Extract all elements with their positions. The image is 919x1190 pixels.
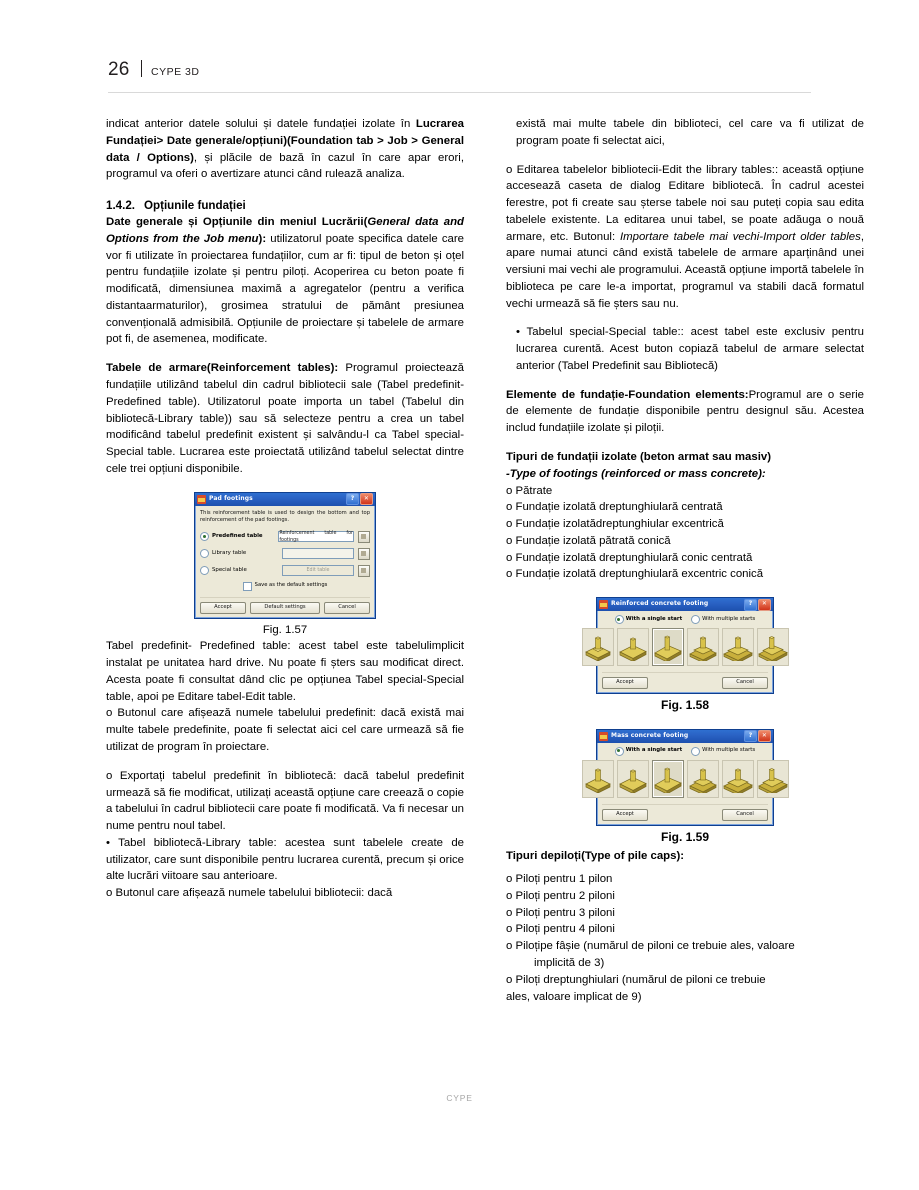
general-text-1: utilizatorul poate specifica datele care vor fi utilizate în proiectarea fundațiilor, cum ar fi: tipul de beton și oțel pentru fundațiile izolate și pentru piloți. Acoperirea cu beton poate fi modificată, dimensiunea maximă a agregatelor (pentru a verifica distantaarmaturilor), grosimea stratului de pământ presiunea convențională admisibilă. Opțiunile de proiectare și tabelele de armare pot fi, de asemenea, modificate. [106,232,465,346]
mass-footing-eccentric-icon [653,765,683,793]
dialog-titlebar [597,730,773,743]
mass-footing-icon-2[interactable] [617,760,649,798]
left-column [106,116,464,902]
footing-square-icon [583,633,613,661]
footing-icon-4[interactable] [687,628,719,666]
list-item: o Piloți pentru 2 piloni [506,889,615,902]
paragraph-special-table: • Tabelul special-Special table:: acest tabel este exclusiv pentru lucrarea curentă. Acest buton copiază tabelul de armare selectat anterior (Tabel Predefinit sau Bibliotecă) [516,326,864,372]
header-divider [141,60,143,77]
radio-icon[interactable] [615,747,624,756]
dialog-body [597,743,773,825]
radio-icon[interactable] [200,532,209,541]
figure-157 [106,492,464,639]
cancel-button[interactable]: Cancel [324,602,370,614]
save-default-checkbox-row[interactable] [200,582,370,591]
edit-text-1: o Editarea tabelelor bibliotecii-Edit the library tables:: această opțiune accesează caseta de dialog Editare bibliotecă. În cadrul acestei ferestre, pot fi create sau șterse tabele noi sau puteți copia sau edita tabelele existente. La editarea unui tabel, se poate adăuga o nouă armare, etc. Butonul: [506,163,864,243]
option-special-table[interactable] [200,565,370,577]
option-single-start[interactable] [615,615,682,624]
accept-button[interactable]: Accept [602,677,648,689]
library-table-field[interactable] [282,548,354,559]
browse-icon[interactable] [358,565,370,577]
checkbox-label: Save as the default settings [254,582,328,589]
browse-icon[interactable] [358,548,370,560]
dialog-description: This reinforcement table is used to design the bottom and top reinforcement of the pad footings. [200,509,370,523]
option-label: Library table [212,549,247,556]
elements-bold-1: Elemente de fundație-Foundation elements: [506,388,749,401]
figure-159-caption: Fig. 1.59 [660,829,710,844]
footing-icon-6[interactable] [757,628,789,666]
section-number: 1.4.2. [106,199,136,213]
reinforced-concrete-footing-dialog[interactable] [596,597,774,694]
radio-icon[interactable] [200,549,209,558]
option-multiple-starts[interactable] [691,747,755,756]
titlebar-buttons [346,493,373,505]
list-item: o Fundație izolată dreptunghiulară excentric conică [506,568,764,581]
footing-icon-5[interactable] [722,628,754,666]
section-title: Opțiunile fundației [144,199,246,213]
section-heading [106,197,464,214]
heading-footing-types-en: -Type of footings (reinforced or mass concrete): [506,467,766,480]
heading-footing-types: Tipuri de fundații izolate (beton armat sau masiv) [506,451,771,464]
option-label: With a single start [625,747,683,754]
paragraph-foundation-elements [506,387,864,437]
paragraph-general-data [106,214,464,348]
intro-text-2: , și plăcile de bază în cazul în care apar erori, programul va oferi o avertizare atunci când rulează analiza. [106,151,464,181]
list-item: o Piloți pentru 4 piloni [506,923,615,936]
edit-italic-1: Importare tabele mai vechi-Import older tables [619,230,861,243]
list-item-continuation: implicită de 3) [534,956,605,969]
right-column [506,116,864,1005]
list-item: o Piloți dreptunghiulari (numărul de piloni ce trebuie [506,973,766,986]
option-label: With multiple starts [702,615,756,622]
footing-rect-eccentric-icon [653,633,683,661]
list-item-continuation: ales, valoare implicat de 9) [506,990,642,1003]
footing-tapered-rect-centered-icon [723,633,753,661]
paragraph-button-library: o Butonul care afișează numele tabelului bibliotecii: dacă [106,887,393,900]
page-footer: CYPE [446,1093,473,1103]
help-icon[interactable]: ? [744,730,757,742]
page-header [108,58,811,81]
checkbox-icon[interactable] [243,582,252,591]
dialog-title: Reinforced concrete footing [611,600,709,608]
accept-button[interactable]: Accept [602,809,648,821]
header-title: CYPE 3D [151,66,200,78]
list-item: o Piloți pentru 3 piloni [506,906,615,919]
dialog-body [195,506,375,618]
close-icon[interactable]: ✕ [360,493,373,505]
dialog-body [597,611,773,693]
intro-text-1: indicat anterior datele solului și datele fundației izolate în [106,118,416,130]
mass-footing-icon-1[interactable] [582,760,614,798]
footing-type-icons [602,760,768,798]
default-settings-button[interactable]: Default settings [250,602,320,614]
heading-pile-caps: Tipuri depiloți(Type of pile caps): [506,850,685,863]
radio-icon[interactable] [691,615,700,624]
app-icon [197,495,206,504]
cancel-button[interactable]: Cancel [722,809,768,821]
mass-footing-icon-3[interactable] [652,760,684,798]
footing-icon-2[interactable] [617,628,649,666]
cancel-button[interactable]: Cancel [722,677,768,689]
option-label: Predefined table [212,532,263,539]
browse-icon[interactable] [358,531,370,543]
dialog-title: Pad footings [209,494,253,502]
mass-footing-icon-6[interactable] [757,760,789,798]
list-item: o Piloțipe fâșie (numărul de piloni ce trebuie ales, valoare [506,940,795,953]
option-label: With multiple starts [702,747,756,754]
figure-158 [506,597,864,715]
tables-bold-1: Tabele de armare(Reinforcement tables): [106,362,339,375]
mass-footing-icon-4[interactable] [687,760,719,798]
footing-rect-centered-icon [618,633,648,661]
option-library-table[interactable] [200,548,370,560]
option-label: With a single start [625,615,683,622]
general-bold-2: ): [258,232,267,245]
titlebar-buttons [744,730,771,742]
radio-icon[interactable] [200,566,209,575]
figure-157-caption: Fig. 1.57 [262,623,308,636]
list-item: o Fundație izolată dreptunghiulară conic centrată [506,551,753,564]
header-rule [108,92,811,93]
mass-footing-icon-5[interactable] [722,760,754,798]
figure-158-caption: Fig. 1.58 [660,698,710,713]
footing-tapered-square-icon [688,633,718,661]
paragraph-edit-library [506,162,864,313]
start-options-row [602,747,768,756]
mass-footing-tapered-icon [688,765,718,793]
paragraph-export-table: o Exportați tabelul predefinit în bibliotecă: dacă tabelul predefinit urmează să fie modificat, utilizați această opțiune care creează o copie a tabelului în cadrul bibliotecii care poate fi modificată. Va fi necesar un nume pentru noul tabel. [106,769,464,833]
option-single-start[interactable] [615,747,682,756]
close-icon[interactable]: ✕ [758,730,771,742]
predefined-table-field[interactable]: Reinforcement table for footings [279,530,353,543]
elements-text-1: Programul are o serie de elemente de fundație disponibile pentru designul său. Acestea includ fundațiile izolate și piloții. [506,388,864,435]
paragraph-library-table: • Tabel bibliotecă-Library table: acestea sunt tabelele create de utilizator, care sunt disponibile pentru lucrarea curentă, precum și orice alte lucrări viitoare sau anterioare. [106,836,464,883]
titlebar-buttons [744,599,771,611]
mass-footing-tapered-rect-icon [723,765,753,793]
dialog-footer [200,597,370,614]
dialog-window [194,492,376,619]
app-icon [599,600,608,609]
option-predefined-table[interactable] [200,531,370,543]
footing-type-icons [602,628,768,666]
start-options-row [602,615,768,624]
mass-footing-tapered-eccentric-icon [758,765,788,793]
paragraph-reinforcement-tables [106,360,464,477]
figure-159 [506,729,864,847]
close-icon[interactable]: ✕ [758,599,771,611]
help-icon[interactable]: ? [744,599,757,611]
accept-button[interactable]: Accept [200,602,246,614]
radio-icon[interactable] [615,615,624,624]
footing-icon-1[interactable] [582,628,614,666]
dialog-window [596,729,774,826]
list-item: o Piloți pentru 1 pilon [506,873,613,886]
help-icon[interactable]: ? [346,493,359,505]
app-icon [599,732,608,741]
dialog-footer [602,804,768,821]
option-label: Special table [212,566,247,573]
list-item: o Pătrate [506,484,553,497]
mass-concrete-footing-dialog[interactable] [596,729,774,826]
dialog-titlebar [195,493,375,506]
list-item: o Fundație izolată pătrată conică [506,534,671,547]
mass-footing-rect-icon [618,765,648,793]
special-table-field[interactable]: Edit table [282,565,354,576]
mass-footing-square-icon [583,765,613,793]
edit-text-2: , apare numai atunci când există tabelele de armare aparținând unei versiuni mai vechi ale programului. Această opțiune importă tabelele în biblioteca pe care le-a importat, programul va stabili dacă formatul vechi urmează să fie șters sau nu. [506,230,864,310]
option-multiple-starts[interactable] [691,615,755,624]
dialog-footer [602,672,768,689]
radio-icon[interactable] [691,747,700,756]
list-item: o Fundație izolatădreptunghiular excentrică [506,518,724,531]
dialog-title: Mass concrete footing [611,731,689,739]
intro-bold-1: Lucrarea Fundației> Date generale/opțiuni)(Foundation tab > Job > General data / Options) [106,118,464,164]
paragraph-predefined-table: Tabel predefinit- Predefined table: acest tabel este tabelulimplicit instalat pe unitatea hard drive. Nu poate fi șters sau modificat direct. Acesta poate fi consultat dând clic pe opțiunea Tabel special-Special table, apoi pe Editare tabel-Edit table. [106,640,464,703]
list-item: o Fundație izolată dreptunghiulară centrată [506,501,723,514]
dialog-titlebar [597,598,773,611]
page-number: 26 [108,59,130,80]
tables-text-1: Programul proiectează fundațiile utilizând tabelul din cadrul bibliotecii sale (Tabel predefinit-Predefined table). Utilizatorul poate importa un tabel (Tabelul din bibliotecă-Library table)) sau să selecteze pentru a crea un tabel modificând tabelul predefinit existent și salvându-l ca Tabel special-Special table. Lucrarea este proiectată utilizând tabelul selectat dintre cele trei opțiuni disponibile. [106,362,464,475]
dialog-window [596,597,774,694]
paragraph-continue: există mai multe tabele din biblioteci, cel care va fi utilizat de program poate fi selectat aici, [516,118,864,147]
paragraph-button-predefined: o Butonul care afișează numele tabelului predefinit: dacă există mai multe tabele predefinite, poate fi selectat aici cel care urmează să fie utilizat de program în proiectare. [106,707,464,753]
pad-footings-dialog[interactable] [194,492,376,619]
general-bolditalic-1: General data and Options from the Job menu [106,216,465,245]
footing-tapered-rect-eccentric-icon [758,633,788,661]
paragraph-intro [106,116,464,183]
footing-icon-3[interactable] [652,628,684,666]
general-bold-1: Date generale și Opțiunile din meniul Lucrării( [106,216,368,229]
